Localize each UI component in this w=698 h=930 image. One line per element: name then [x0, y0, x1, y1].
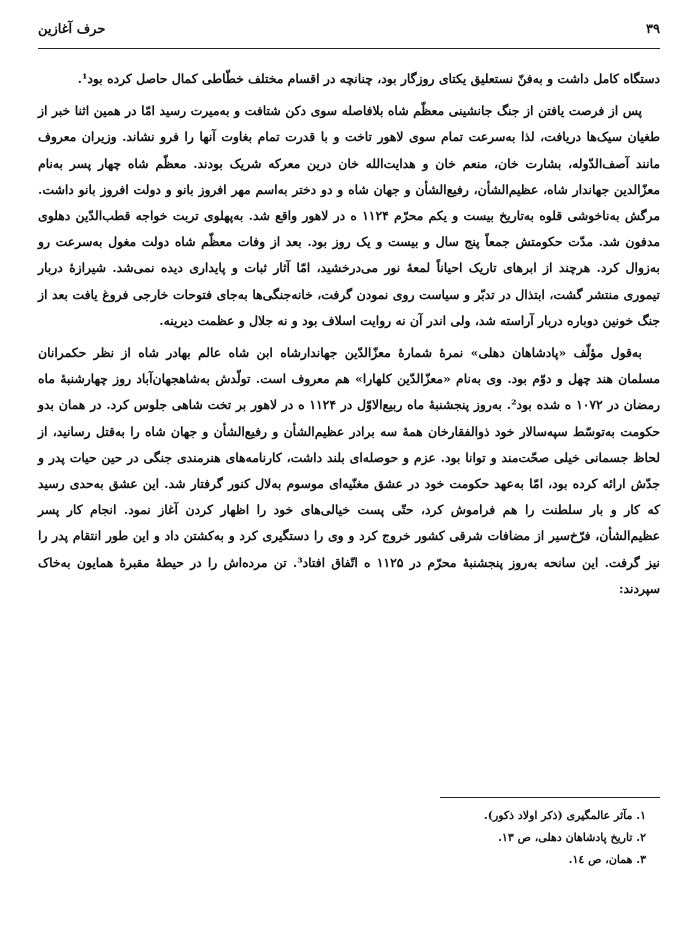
footnote: ۲. تاریخ پادشاهان دهلی، ص ۱۳. — [498, 831, 646, 844]
footnote-divider — [440, 797, 660, 798]
footnotes — [38, 805, 646, 871]
page-number: ۳۹ — [646, 22, 660, 37]
footnote: ۳. همان، ص ۱٤. — [568, 853, 646, 866]
paragraph: دستگاه کامل داشت و به‌فنّ نستعلیق یکتای روزگار بود، چنانچه در اقسام مختلف خطّاطی کمال حاصل کرده بود¹. — [77, 71, 660, 86]
paragraph: به‌قول مؤلّف «پادشاهان دهلی» نمرهٔ شمارهٔ معزّالدّین جهاندارشاه ابن شاه عالم بهادر شاه از نظر حکمرانان مسلمان هند چهل و دوّم بود. وی به‌نام «معزّالدّین کلهارا» هم معروف است. تولّدش به‌شاهجهان‌آباد روز چهارشنبهٔ ماه رمضان در ۱۰۷۲ ه شده بود². به‌روز پنجشنبهٔ ماه ربیع‌الاوّل در ۱۱۲۴ ه در لاهور بر تخت شاهی جلوس کرد. در همان بدو حکومت به‌توسّط سپه‌سالار خود ذوالفقارخان همهٔ سه برادر عظیم‌الشأن و رفیع‌الشأن و جهان شاه را به‌قتل رسانید، از لحاظ جسمانی خیلی صحّت‌مند و توانا بود. عزم و حوصله‌ای بلند داشت، کارنامه‌های هنرمندی جنگی در حین حیات پدر و جدّش ارائه کرده بود، امّا به‌عهد حکومت خود در عشق مغنّیه‌ای موسوم به‌لال کنور گرفتار شد. این عشق به‌حدی رسید که کار و بار سلطنت را هم فراموش کرد، حتّی پست خیالی‌های خود را اظهار کردن آغاز نمود. انجام کار پسر عظیم‌الشأن، فرّخ‌سیر از مضافات شرقی کشور خروج کرد و وی را دستگیری کرد و به‌کشتن داد و این طور انتقام پدر را نیز گرفت. این سانحه به‌روز پنجشنبهٔ محرّم در ۱۱۲۵ ه اتّفاق افتاد³. تن مرده‌اش را در حیطهٔ مقبرهٔ همایون به‌خاک سپردند: — [38, 345, 661, 596]
running-title: حرف آغازین — [38, 22, 106, 37]
page-header — [38, 22, 660, 49]
main-text — [38, 66, 660, 608]
footnote: ۱. مآثر عالمگیری (ذکر اولاد ذکور). — [483, 809, 646, 822]
paragraph: پس از فرصت یافتن از جنگ جانشینی معظّم شاه بلافاصله سوی دکن شتافت و به‌میرت رسید امّا در همین اثنا خبر از طغیان سیک‌ها دریافت، لذا به‌سرعت تمام سوی لاهور تاخت و با قدرت تمام بغاوت آنها را فرو نشاند. وزیران معروف مانند آصف‌الدّوله، بشارت خان، منعم خان و هدایت‌الله خان درین معرکه شریک بودند. معظّم شاه چهار پسر به‌نام معزّالدین جهاندار شاه، عظیم‌الشأن، رفیع‌الشأن و جهان شاه و دو دختر به‌اسم مهر افروز بانو و دولت افروز بانو داشت. مرگش به‌ناخوشی قلوه به‌تاریخ بیست و یکم محرّم ۱۱۲۴ ه در لاهور واقع شد. به‌پهلوی تربت خواجه قطب‌الدّین دهلوی مدفون شد. مدّت حکومتش جمعاً پنج سال و بیست و یک روز بود. بعد از وفات معظّم شاه دولت مغول به‌سرعت رو به‌زوال کرد. هرچند از ابرهای تاریک احیاناً لمعهٔ نور می‌درخشید، امّا آثار ثبات و پایداری دیده نمی‌شد. شیرازهٔ دربار تیموری منتشر گشت، ابتذال در تدبّر و سیاست روی نمودن گرفت، خانه‌جنگی‌ها به‌جای فتوحات خارجی فروغ یافت بعد از جنگ خونین دوباره دربار آراسته شد، ولی اندر آن نه روایت اسلاف بود و نه جلال و عظمت دیرینه. — [38, 103, 660, 328]
